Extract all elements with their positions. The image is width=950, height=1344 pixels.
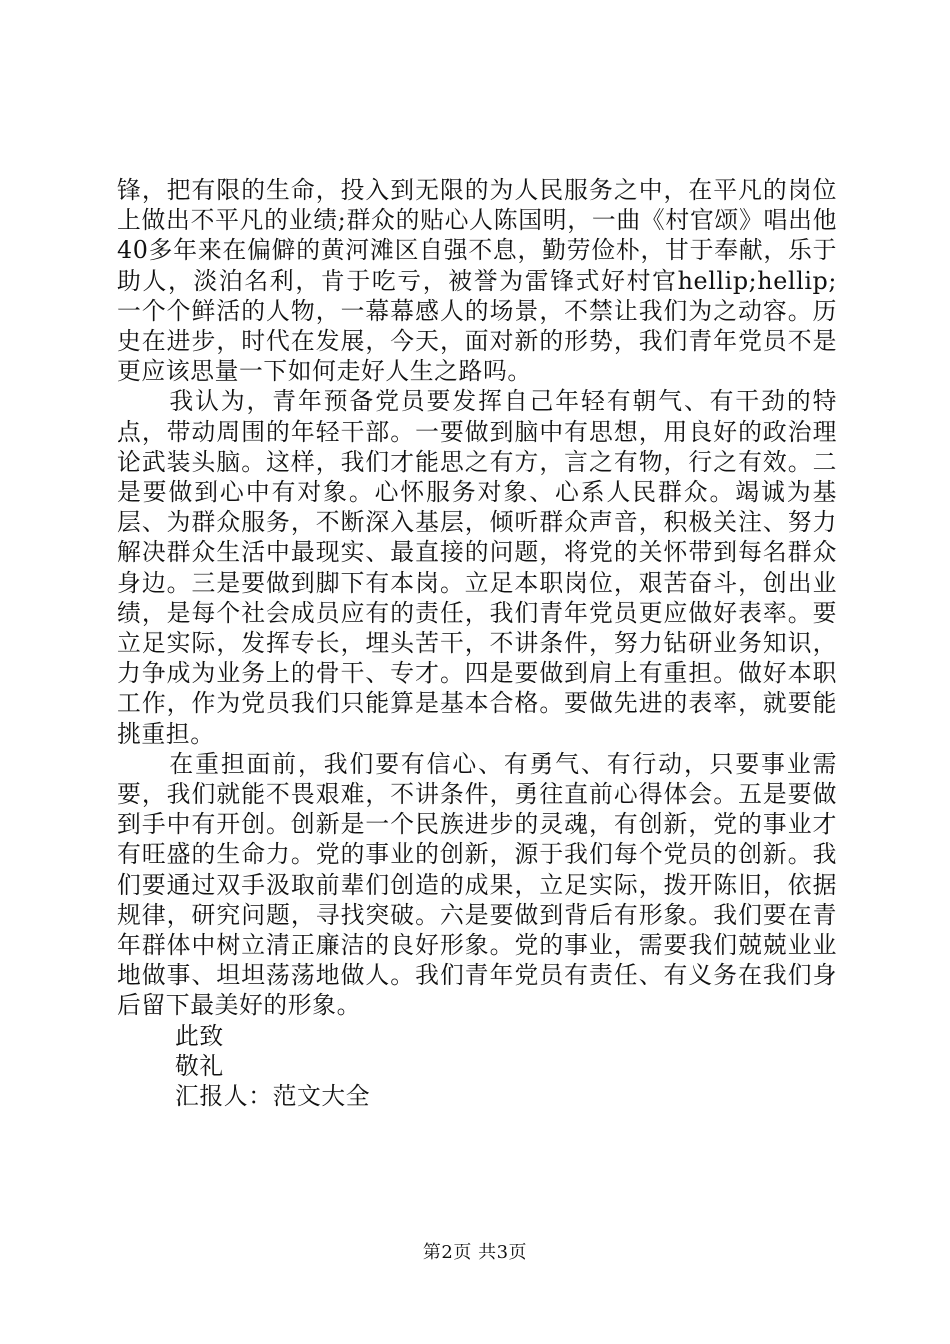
closing-reporter: 汇报人：范文大全 [175, 1082, 371, 1111]
page-footer: 第2页 共3页 [422, 1242, 528, 1263]
paragraph-2: 我认为，青年预备党员要发挥自己年轻有朝气、有干劲的特点，带动周围的年轻干部。一要做到脑中有思想，用良好的政治理论武装头脑。这样，我们才能思之有方，言之有物，行之有效。二是要做到心中有对象。心怀服务对象、心系人民群众。竭诚为基层、为群众服务，不断深入基层，倾听群众声音，积极关注、努力解决群众生活中最现实、最直接的问题，将党的关怀带到每名群众身边。三是要做到脚下有本岗。立足本职岗位，艰苦奋斗，创出业绩，是每个社会成员应有的责任，我们青年党员更应做好表率。要立足实际，发挥专长，埋头苦干，不讲条件，努力钻研业务知识，力争成为业务上的骨干、专才。四是要做到肩上有重担。做好本职工作，作为党员我们只能算是基本合格。要做先进的表率，就要能挑重担。 [117, 387, 837, 748]
paragraph-1: 锋，把有限的生命，投入到无限的为人民服务之中，在平凡的岗位上做出不平凡的业绩;群众的贴心人陈国明，一曲《村官颂》唱出他40多年来在偏僻的黄河滩区自强不息，勤劳俭朴，甘于奉献，乐于助人，淡泊名利，肯于吃亏，被誉为雷锋式好村官hellip;hellip;一个个鲜活的人物，一幕幕感人的场景，不禁让我们为之动容。历史在进步，时代在发展，今天，面对新的形势，我们青年党员不是更应该思量一下如何走好人生之路吗。 [117, 176, 837, 386]
closing-respect: 敬礼 [175, 1051, 224, 1080]
paragraph-3: 在重担面前，我们要有信心、有勇气、有行动，只要事业需要，我们就能不畏艰难，不讲条件，勇往直前心得体会。五是要做到手中有开创。创新是一个民族进步的灵魂，有创新，党的事业才有旺盛的生命力。党的事业的创新，源于我们每个党员的创新。我们要通过双手汲取前辈们创造的成果，立足实际，拨开陈旧，依据规律，研究问题，寻找突破。六是要做到背后有形象。我们要在青年群体中树立清正廉洁的良好形象。党的事业，需要我们兢兢业业地做事、坦坦荡荡地做人。我们青年党员有责任、有义务在我们身后留下最美好的形象。 [117, 749, 837, 1020]
document-body [117, 175, 837, 1111]
closing-salutation: 此致 [175, 1021, 224, 1050]
